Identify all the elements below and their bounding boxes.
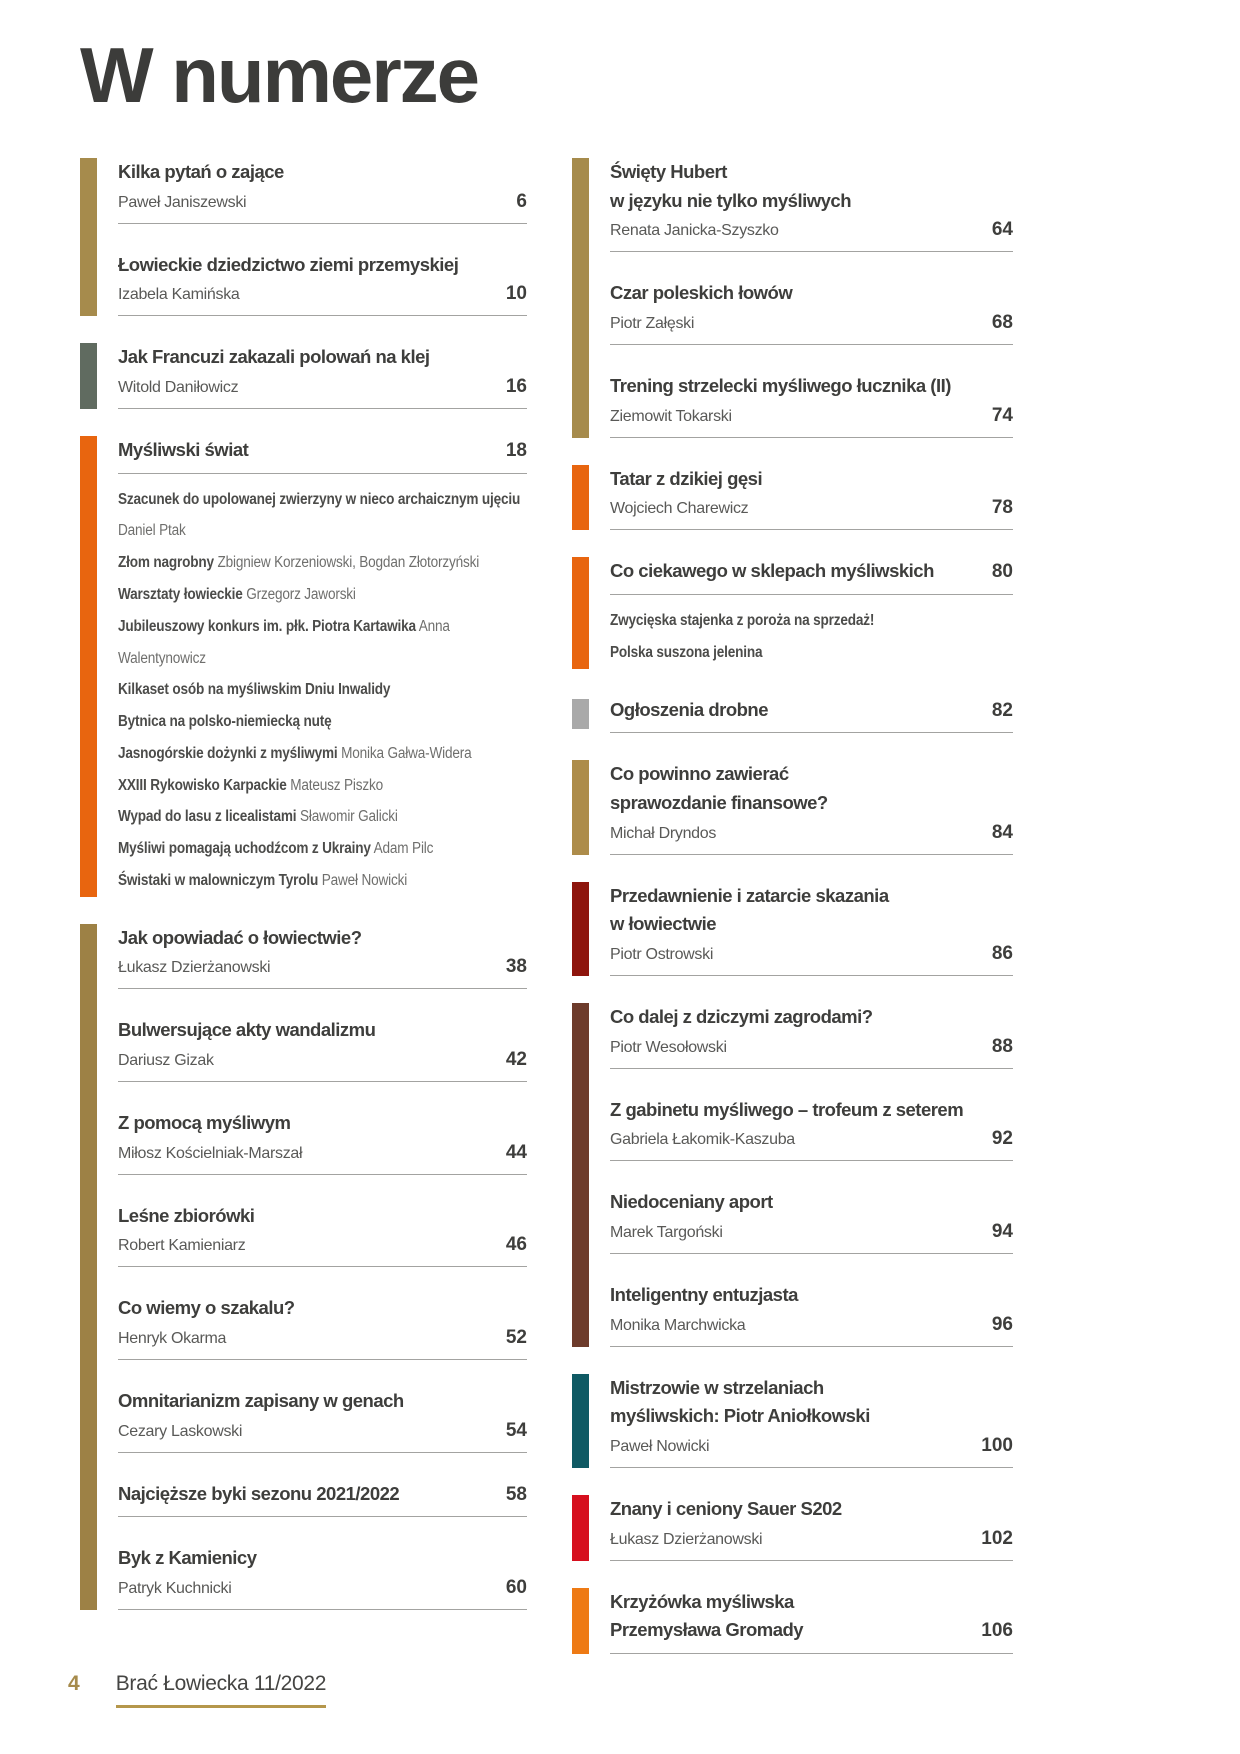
sub-item-title: Myśliwi pomagają uchodźcom z Ukrainy [118,840,371,858]
author-row [610,1221,1013,1254]
toc-group [80,924,527,1610]
entry-page-number: 96 [991,1313,1013,1335]
entry-title: Co dalej z dziczymi zagrodami? [610,1005,873,1027]
author-row [610,1314,1013,1347]
entry-page-number: 88 [991,1035,1013,1057]
toc-entries [610,1495,1013,1561]
category-color-bar [572,882,589,976]
entry-author: Michał Dryndos [610,824,717,842]
entry-title: Myśliwski świat [118,439,249,461]
author-row [118,1577,527,1610]
entry-title: Święty Hubert [610,161,727,182]
toc-entries [118,436,527,897]
entry-title: w łowiectwie [610,913,717,935]
entry-author: Cezary Laskowski [118,1422,243,1440]
toc-entry [118,924,527,990]
sub-item-author: Mateusz Piszko [290,776,383,794]
entry-author: Łukasz Dzierżanowski [118,959,271,977]
entry-title: sprawozdanie finansowe? [610,791,828,813]
author-row [118,1234,527,1267]
entry-page-number: 46 [505,1234,527,1256]
entry-page-number: 52 [505,1327,527,1348]
entry-author: Piotr Załęski [610,315,695,333]
sub-item-title: Złom nagrobny [118,554,214,572]
entry-page-number: 38 [505,956,527,978]
entry-page-number: 84 [991,821,1013,843]
toc-group [572,882,1013,976]
category-color-bar [572,1374,589,1468]
entry-author: Ziemowit Tokarski [610,407,732,425]
entry-author: Wojciech Charewicz [610,500,749,518]
entry-page-number: 80 [991,561,1013,583]
sub-item-title: Wypad do lasu z licealistami [118,808,297,826]
toc-entry [118,1109,527,1175]
author-row [610,1128,1013,1161]
sub-item-title: Polska suszona jelenina [610,643,763,661]
toc-entries [118,343,527,409]
entry-title: Mistrzowie w strzelaniach [610,1376,824,1398]
entry-title: Tatar z dzikiej gęsi [610,467,763,489]
toc-entry [610,882,1013,976]
toc-entries [610,696,1013,734]
sub-item [118,706,527,738]
toc-group [572,465,1013,531]
sub-item-list [610,605,1013,669]
toc-group [572,760,1013,854]
entry-title: Jak opowiadać o łowiectwie? [118,926,362,948]
author-row [118,956,527,989]
toc-entries [118,924,527,1610]
sub-item-author: Anna Walentynowicz [118,617,450,667]
author-row [610,497,1013,530]
toc-entry [610,760,1013,854]
entry-page-number: 106 [981,1620,1013,1642]
toc-entry [118,1202,527,1268]
sub-item [118,770,527,802]
toc-group [572,158,1013,438]
entry-author: Miłosz Kościelniak-Marszał [118,1144,303,1162]
entry-title: Czar poleskich łowów [610,282,793,304]
category-color-bar [572,699,589,729]
author-row [610,1435,1013,1468]
toc-entry [118,1294,527,1360]
toc-entries [610,465,1013,531]
toc-group [80,343,527,409]
entry-page-number: 94 [991,1220,1013,1242]
category-color-bar [80,158,97,316]
entry-author: Patryk Kuchnicki [118,1580,232,1598]
entry-page-number: 6 [516,190,527,212]
entry-author: Monika Marchwicka [610,1316,746,1334]
toc-entry [610,279,1013,345]
sub-item [610,637,1013,669]
author-row [610,1528,1013,1561]
author-row [610,1036,1013,1069]
author-row [118,1049,527,1082]
entry-page-number: 78 [991,497,1013,519]
toc-entry [118,1480,527,1518]
sub-item-title: Świstaki w malowniczym Tyrolu [118,871,319,889]
toc-entry [118,343,527,409]
entry-author: Piotr Ostrowski [610,945,714,963]
entry-author: Witold Daniłowicz [118,379,239,397]
entry-title: Z pomocą myśliwym [118,1111,291,1133]
sub-item-author: Sławomir Galicki [300,808,398,826]
entry-page-number: 16 [505,376,527,398]
sub-item [118,674,527,706]
entry-page-number: 82 [991,699,1013,721]
sub-item-author: Zbigniew Korzeniowski, Bogdan Złotorzyński [217,554,480,572]
sub-item [118,484,527,548]
author-row [610,822,1013,855]
category-color-bar [572,1003,589,1347]
toc-entry [118,1387,527,1453]
entry-author: Dariusz Gizak [118,1051,214,1069]
author-row [610,405,1013,438]
sub-item-author: Daniel Ptak [118,522,186,540]
entry-title: Najcięższe byki sezonu 2021/2022 [118,1482,400,1504]
sub-item-title: Szacunek do upolowanej zwierzyny w nieco archaicznym ujęciu [118,490,521,508]
entry-title: Ogłoszenia drobne [610,698,769,720]
entry-page-number: 64 [991,219,1013,241]
toc-entry [118,1544,527,1610]
category-color-bar [80,924,97,1610]
category-color-bar [80,436,97,897]
toc-entry [610,1374,1013,1468]
toc-group [572,1588,1013,1654]
sub-item-title: Zwycięska stajenka z poroża na sprzedaż! [610,612,875,630]
toc-entry [610,1495,1013,1561]
entry-title: Krzyżówka myśliwska [610,1590,794,1612]
entry-title: Byk z Kamienicy [118,1547,257,1569]
toc-entry [610,372,1013,438]
author-row [118,376,527,409]
toc-entries [610,158,1013,438]
sub-item-title: Jubileuszowy konkurs im. płk. Piotra Kartawika [118,617,416,635]
entry-title: Inteligentny entuzjasta [610,1283,798,1305]
page-footer [68,1672,326,1708]
entry-title: Przedawnienie i zatarcie skazania [610,884,889,906]
toc-entry [610,557,1013,668]
toc-group [572,557,1013,668]
toc-entries [610,1588,1013,1654]
entry-title: w języku nie tylko myśliwych [610,189,851,211]
title-row [610,1616,1013,1654]
page-title: W numerze [80,31,479,119]
sub-item-author: Grzegorz Jaworski [246,585,356,603]
entry-page-number: 18 [505,440,527,462]
title-row [118,1480,527,1518]
category-color-bar [572,760,589,854]
entry-page-number: 58 [505,1483,527,1505]
toc-entry [118,158,527,224]
toc-entries [118,158,527,316]
entry-title: Z gabinetu myśliwego – trofeum z seterem [610,1098,964,1120]
footer-page-number: 4 [68,1672,80,1695]
sub-item-author: Paweł Nowicki [321,871,408,889]
toc-entry [610,465,1013,531]
toc-group [572,1003,1013,1347]
entry-author: Łukasz Dzierżanowski [610,1530,763,1548]
footer-issue: Brać Łowiecka 11/2022 [116,1672,326,1708]
entry-author: Piotr Wesołowski [610,1038,727,1056]
entry-author: Robert Kamieniarz [118,1237,246,1255]
toc-group [572,1374,1013,1468]
entry-title: Omnitarianizm zapisany w genach [118,1390,404,1411]
sub-item [118,579,527,611]
entry-author: Paweł Janiszewski [118,193,247,211]
sub-item-author: Monika Gałwa-Widera [341,744,472,762]
sub-item-author: Adam Pilc [373,840,434,858]
toc-entry [610,696,1013,734]
entry-title: Leśne zbiorówki [118,1204,255,1226]
author-row [118,191,527,224]
author-row [118,1327,527,1360]
category-color-bar [572,158,589,438]
sub-item [118,738,527,770]
entry-title: Niedoceniany aport [610,1191,773,1213]
category-color-bar [572,557,589,668]
toc-entry [118,251,527,317]
toc-entry [610,1003,1013,1069]
title-row [118,436,527,474]
entry-title: Przemysława Gromady [610,1619,804,1641]
entry-page-number: 100 [981,1434,1013,1456]
title-row [610,696,1013,734]
entry-author: Marek Targoński [610,1223,723,1241]
author-row [610,312,1013,345]
sub-item [118,801,527,833]
toc-entry [610,1096,1013,1162]
column-right [572,158,1013,1654]
sub-item-title: Kilkaset osób na myśliwskim Dniu Inwalidy [118,681,391,699]
toc-entry [610,1188,1013,1254]
entry-title: Co wiemy o szakalu? [118,1297,295,1319]
entry-title: Jak Francuzi zakazali polowań na klej [118,346,430,368]
toc-entry [610,158,1013,252]
toc-grid [80,158,1240,1654]
entry-title: Znany i ceniony Sauer S202 [610,1497,842,1519]
entry-title: Trening strzelecki myśliwego łucznika (II) [610,375,951,397]
toc-entries [610,1003,1013,1347]
sub-item-title: XXIII Rykowisko Karpackie [118,776,287,794]
toc-group [572,696,1013,734]
toc-entries [610,760,1013,854]
toc-group [572,1495,1013,1561]
toc-entry [118,1016,527,1082]
author-row [118,283,527,316]
sub-item [118,547,527,579]
toc-group [80,436,527,897]
entry-author: Renata Janicka-Szyszko [610,222,779,240]
toc-entries [610,557,1013,668]
author-row [118,1420,527,1453]
entry-title: Kilka pytań o zające [118,161,284,182]
entry-author: Paweł Nowicki [610,1437,710,1455]
entry-page-number: 60 [505,1577,527,1599]
toc-entry [610,1588,1013,1654]
entry-title: Bulwersujące akty wandalizmu [118,1019,376,1041]
sub-item-title: Warsztaty łowieckie [118,585,243,603]
entry-page-number: 68 [991,312,1013,334]
author-row [118,1142,527,1175]
category-color-bar [80,343,97,409]
toc-entries [610,882,1013,976]
entry-title: Łowieckie dziedzictwo ziemi przemyskiej [118,253,459,275]
entry-title: myśliwskich: Piotr Aniołkowski [610,1405,870,1427]
sub-item-title: Bytnica na polsko-niemiecką nutę [118,713,332,731]
entry-title: Co powinno zawierać [610,763,789,785]
toc-group [80,158,527,316]
author-row [610,219,1013,252]
entry-page-number: 10 [505,283,527,305]
entry-page-number: 54 [505,1419,527,1441]
category-color-bar [572,465,589,531]
author-row [610,943,1013,976]
column-left [80,158,527,1610]
sub-item [610,605,1013,637]
entry-page-number: 42 [505,1048,527,1070]
entry-page-number: 86 [991,942,1013,964]
entry-author: Gabriela Łakomik-Kaszuba [610,1131,795,1149]
entry-page-number: 44 [505,1141,527,1163]
sub-item-title: Jasnogórskie dożynki z myśliwymi [118,744,338,762]
entry-page-number: 102 [981,1527,1013,1549]
sub-item [118,833,527,865]
entry-page-number: 74 [991,404,1013,426]
entry-author: Izabela Kamińska [118,286,240,304]
entry-title: Co ciekawego w sklepach myśliwskich [610,560,934,582]
category-color-bar [572,1495,589,1561]
entry-page-number: 92 [991,1128,1013,1150]
title-row [610,557,1013,595]
toc-entries [610,1374,1013,1468]
entry-author: Henryk Okarma [118,1330,227,1347]
sub-item [118,865,527,897]
toc-entry [610,1281,1013,1347]
sub-item-list [118,484,527,897]
category-color-bar [572,1588,589,1654]
sub-item [118,611,527,675]
toc-entry [118,436,527,897]
